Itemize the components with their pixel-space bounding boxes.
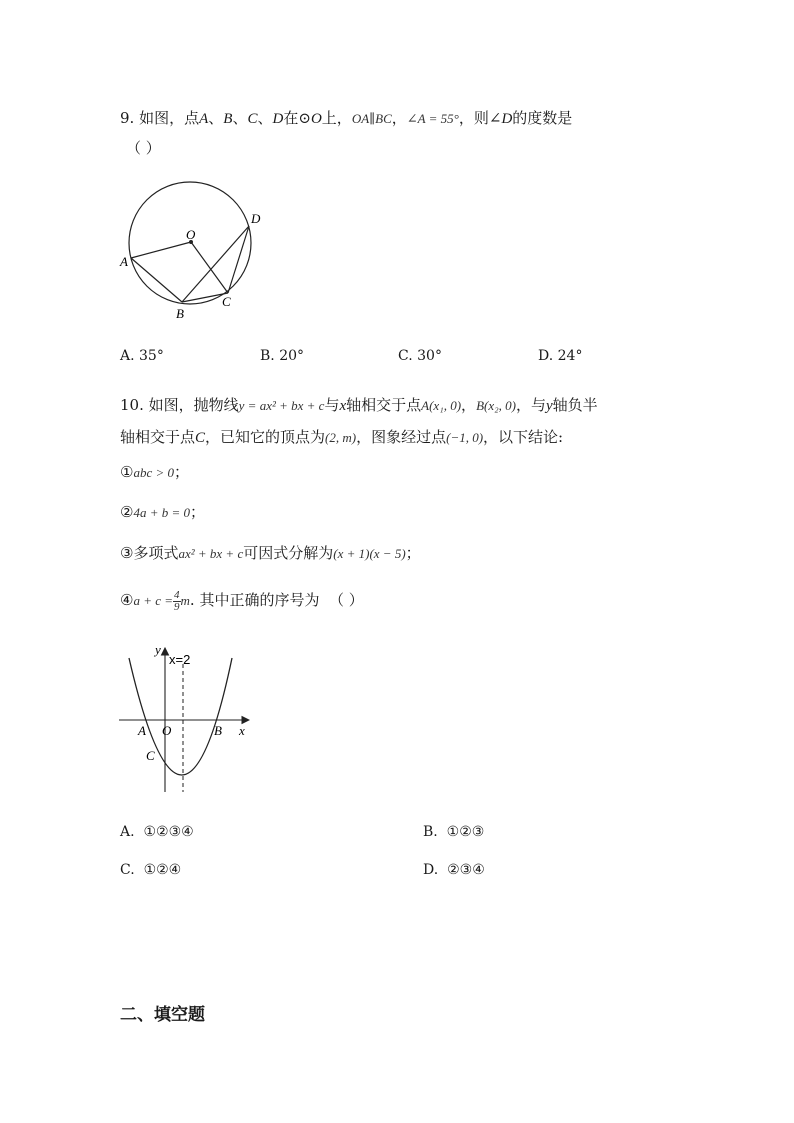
label-d: D xyxy=(251,211,261,226)
segment-ab xyxy=(131,258,182,302)
segment-ao xyxy=(131,242,191,258)
label-b: B xyxy=(176,306,184,321)
q9-answer-bracket: （ ） xyxy=(126,139,161,157)
label-c: C xyxy=(146,748,155,763)
q10-conclusion-3: ③多项式ax² + bx + c可因式分解为(x + 1)(x − 5)； xyxy=(120,544,421,562)
q10-option-a[interactable]: A. ①②③④ xyxy=(120,824,194,840)
q10-given-point: (−1, 0) xyxy=(446,430,484,445)
label-origin: O xyxy=(162,723,172,738)
q9-angle-condition: ∠A = 55° xyxy=(406,111,459,126)
q10-parabola-graph xyxy=(115,640,260,800)
q9-option-d[interactable]: D. 24° xyxy=(538,348,583,364)
label-axis-x2: x=2 xyxy=(169,652,191,667)
segment-cd xyxy=(228,226,249,293)
q10-parabola-equation: y = ax² + bx + c xyxy=(238,398,325,413)
q9-option-b[interactable]: B. 20° xyxy=(260,348,305,364)
parabola-curve xyxy=(129,658,232,775)
label-x: x xyxy=(239,723,245,738)
section-title-fill-in: 二、填空题 xyxy=(120,1005,205,1025)
q9-option-a[interactable]: A. 35° xyxy=(120,348,164,364)
label-o: O xyxy=(186,227,196,242)
q10-conclusion-2: ②4a + b = 0； xyxy=(120,503,206,521)
label-b: B xyxy=(214,723,222,738)
label-y: y xyxy=(155,642,161,657)
label-c: C xyxy=(222,294,231,309)
label-a: A xyxy=(138,723,146,738)
fraction-4-9: $\frac{4}{9}$ xyxy=(174,588,180,613)
q10-conclusion-4: ④a + c = $\frac{4}{9}$ m. 其中正确的序号为 （ ） xyxy=(120,588,364,613)
q10-stem-line2: 轴相交于点C，已知它的顶点为(2, m)，图象经过点(−1, 0)，以下结论: xyxy=(120,428,564,446)
q10-option-b[interactable]: B. ①②③ xyxy=(423,824,485,840)
q9-parallel-condition: OA∥BC xyxy=(351,111,392,126)
q10-option-c[interactable]: C. ①②④ xyxy=(120,862,182,878)
q10-vertex: (2, m) xyxy=(325,430,357,445)
q10-stem-line1: 10. 如图，抛物线y = ax² + bx + c与x轴相交于点A(x₁, 0)，B(x₂, 0)，与y轴负半 xyxy=(120,396,598,414)
q10-option-d[interactable]: D. ②③④ xyxy=(423,862,485,878)
q9-option-c[interactable]: C. 30° xyxy=(398,348,442,364)
q10-point-a: A(x₁, 0) xyxy=(421,398,462,413)
label-a: A xyxy=(120,254,128,269)
q9-circle-figure xyxy=(110,175,280,325)
q10-conclusion-1: ①abc > 0； xyxy=(120,463,190,481)
q10-point-b: B(x₂, 0) xyxy=(476,398,516,413)
q9-stem: 9. 如图，点A、B、C、D在⊙O上，OA∥BC，∠A = 55°，则∠D的度数是 xyxy=(120,109,573,127)
